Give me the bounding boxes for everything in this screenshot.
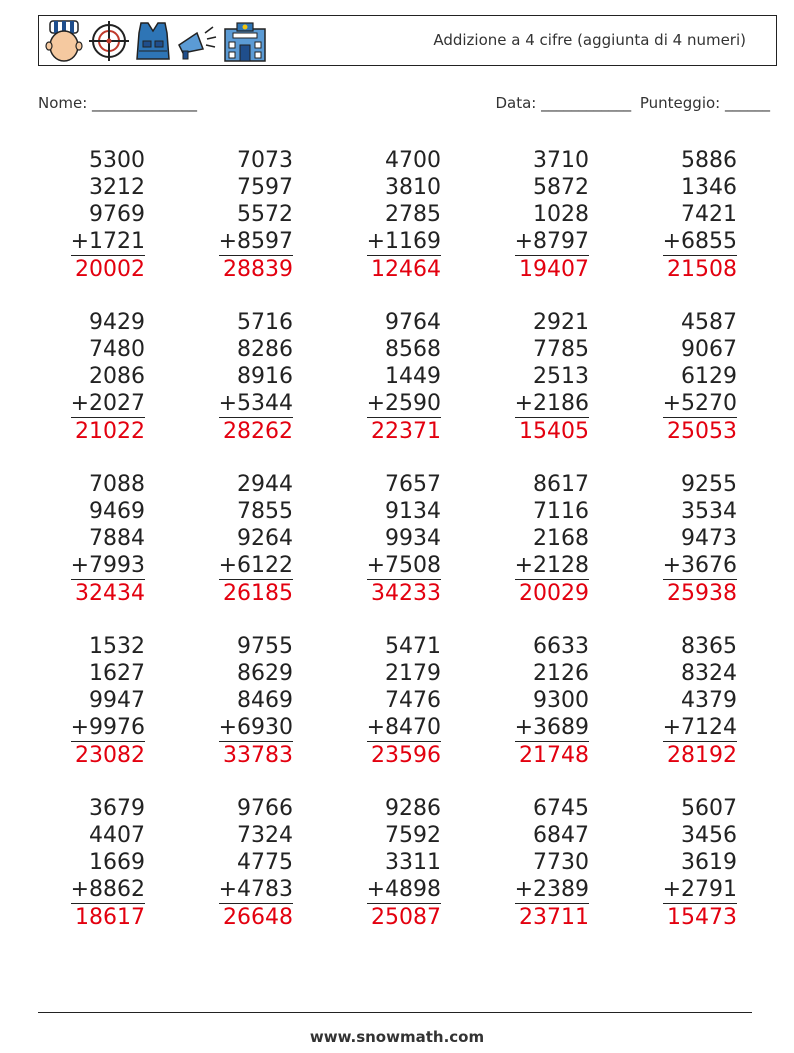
answer: 20029: [519, 581, 589, 606]
addend: 9769: [89, 202, 145, 227]
answer: 26185: [223, 581, 293, 606]
addition-problem: [627, 471, 737, 607]
addend: 7476: [385, 688, 441, 713]
addend-with-plus: +6855: [662, 229, 737, 254]
addend: 8916: [237, 364, 293, 389]
addend: 8629: [237, 661, 293, 686]
addend-with-plus: +3689: [514, 715, 589, 740]
addend: 5471: [385, 634, 441, 659]
addend: 1346: [681, 175, 737, 200]
addend: 3456: [681, 823, 737, 848]
addition-problem: [35, 633, 145, 769]
addition-problem: [183, 633, 293, 769]
addition-problem: [479, 147, 589, 283]
addend: 2168: [533, 526, 589, 551]
addend: 7785: [533, 337, 589, 362]
addition-problem: [479, 471, 589, 607]
addend-with-plus: +4898: [366, 877, 441, 902]
answer: 23711: [519, 905, 589, 930]
addend: 3679: [89, 796, 145, 821]
addend-with-plus: +8597: [218, 229, 293, 254]
addend: 7088: [89, 472, 145, 497]
score-field: Punteggio: ______: [639, 94, 770, 112]
addend: 7597: [237, 175, 293, 200]
addend-with-plus: +2590: [366, 391, 441, 416]
answer: 23082: [75, 743, 145, 768]
addend-with-plus: +9976: [70, 715, 145, 740]
addend-with-plus: +8470: [366, 715, 441, 740]
addition-problem: [183, 147, 293, 283]
addition-problem: [35, 309, 145, 445]
addend: 8365: [681, 634, 737, 659]
addition-problem: [183, 309, 293, 445]
addend-with-plus: +2027: [70, 391, 145, 416]
addend: 3534: [681, 499, 737, 524]
addend: 2126: [533, 661, 589, 686]
addend-with-plus: +1169: [366, 229, 441, 254]
addition-problem: [35, 795, 145, 931]
addend: 9255: [681, 472, 737, 497]
answer: 32434: [75, 581, 145, 606]
addend: 6633: [533, 634, 589, 659]
addition-problem: [331, 309, 441, 445]
addend: 2785: [385, 202, 441, 227]
answer: 20002: [75, 257, 145, 282]
addend: 4587: [681, 310, 737, 335]
answer: 25087: [371, 905, 441, 930]
addend: 9300: [533, 688, 589, 713]
date-field: Data: ____________: [495, 94, 632, 112]
addend: 9766: [237, 796, 293, 821]
addend: 6129: [681, 364, 737, 389]
worksheet-title: Addizione a 4 cifre (aggiunta di 4 numeri): [433, 31, 746, 49]
addend: 5300: [89, 148, 145, 173]
answer: 21508: [667, 257, 737, 282]
addend: 9429: [89, 310, 145, 335]
answer: 25053: [667, 419, 737, 444]
footer-site: www.snowmath.com: [309, 1028, 485, 1046]
addend: 5886: [681, 148, 737, 173]
answer: 25938: [667, 581, 737, 606]
addend: 2513: [533, 364, 589, 389]
addend: 7073: [237, 148, 293, 173]
addend: 9134: [385, 499, 441, 524]
addend: 9764: [385, 310, 441, 335]
addend: 5607: [681, 796, 737, 821]
addend-with-plus: +7124: [662, 715, 737, 740]
addend: 1449: [385, 364, 441, 389]
addition-problem: [479, 309, 589, 445]
addend: 7592: [385, 823, 441, 848]
addend-with-plus: +2791: [662, 877, 737, 902]
addend: 9755: [237, 634, 293, 659]
addend: 5716: [237, 310, 293, 335]
addend-with-plus: +7993: [70, 553, 145, 578]
addend: 8286: [237, 337, 293, 362]
addend: 4775: [237, 850, 293, 875]
answer: 19407: [519, 257, 589, 282]
addend: 4700: [385, 148, 441, 173]
addend: 5872: [533, 175, 589, 200]
answer: 28192: [667, 743, 737, 768]
answer: 28839: [223, 257, 293, 282]
answer: 15473: [667, 905, 737, 930]
addition-problem: [183, 795, 293, 931]
addend: 4407: [89, 823, 145, 848]
addend: 6745: [533, 796, 589, 821]
addend: 9286: [385, 796, 441, 821]
addend-with-plus: +3676: [662, 553, 737, 578]
addition-problem: [331, 147, 441, 283]
addition-problem: [627, 147, 737, 283]
addend: 7657: [385, 472, 441, 497]
addend: 3710: [533, 148, 589, 173]
addend: 9947: [89, 688, 145, 713]
addend: 9934: [385, 526, 441, 551]
answer: 34233: [371, 581, 441, 606]
footer-divider: [38, 1012, 752, 1013]
addition-problem: [331, 795, 441, 931]
addend-with-plus: +6122: [218, 553, 293, 578]
answer: 28262: [223, 419, 293, 444]
answer: 22371: [371, 419, 441, 444]
addend: 1627: [89, 661, 145, 686]
addition-problem: [331, 471, 441, 607]
addend: 3311: [385, 850, 441, 875]
addend: 2086: [89, 364, 145, 389]
addition-problem: [627, 795, 737, 931]
addend-with-plus: +6930: [218, 715, 293, 740]
addend: 9067: [681, 337, 737, 362]
addend: 9469: [89, 499, 145, 524]
addend: 3810: [385, 175, 441, 200]
addition-problem: [35, 147, 145, 283]
addend: 1532: [89, 634, 145, 659]
addition-problem: [479, 795, 589, 931]
addend: 7116: [533, 499, 589, 524]
answer: 23596: [371, 743, 441, 768]
addition-problem: [331, 633, 441, 769]
addend: 7884: [89, 526, 145, 551]
addend: 2179: [385, 661, 441, 686]
addend: 6847: [533, 823, 589, 848]
addend-with-plus: +8862: [70, 877, 145, 902]
addend-with-plus: +2389: [514, 877, 589, 902]
answer: 26648: [223, 905, 293, 930]
name-field: Nome: ______________: [38, 94, 198, 112]
answer: 21022: [75, 419, 145, 444]
addition-problem: [35, 471, 145, 607]
addend: 9264: [237, 526, 293, 551]
addend: 7855: [237, 499, 293, 524]
addend: 7324: [237, 823, 293, 848]
addend: 7421: [681, 202, 737, 227]
addend-with-plus: +4783: [218, 877, 293, 902]
addend: 9473: [681, 526, 737, 551]
addend: 3212: [89, 175, 145, 200]
addend: 4379: [681, 688, 737, 713]
addition-problem: [627, 633, 737, 769]
answer: 12464: [371, 257, 441, 282]
addend-with-plus: +5344: [218, 391, 293, 416]
addend: 7480: [89, 337, 145, 362]
addend-with-plus: +2128: [514, 553, 589, 578]
addend: 8469: [237, 688, 293, 713]
addend: 1669: [89, 850, 145, 875]
addend: 3619: [681, 850, 737, 875]
addend: 8324: [681, 661, 737, 686]
answer: 15405: [519, 419, 589, 444]
addend-with-plus: +5270: [662, 391, 737, 416]
addend-with-plus: +8797: [514, 229, 589, 254]
addend-with-plus: +7508: [366, 553, 441, 578]
addend: 1028: [533, 202, 589, 227]
answer: 21748: [519, 743, 589, 768]
addition-problem: [627, 309, 737, 445]
answer: 33783: [223, 743, 293, 768]
addend: 7730: [533, 850, 589, 875]
addend-with-plus: +1721: [70, 229, 145, 254]
addition-problem: [183, 471, 293, 607]
addend: 2921: [533, 310, 589, 335]
answer: 18617: [75, 905, 145, 930]
addend-with-plus: +2186: [514, 391, 589, 416]
addend: 8568: [385, 337, 441, 362]
addend: 5572: [237, 202, 293, 227]
addend: 8617: [533, 472, 589, 497]
addend: 2944: [237, 472, 293, 497]
addition-problem: [479, 633, 589, 769]
